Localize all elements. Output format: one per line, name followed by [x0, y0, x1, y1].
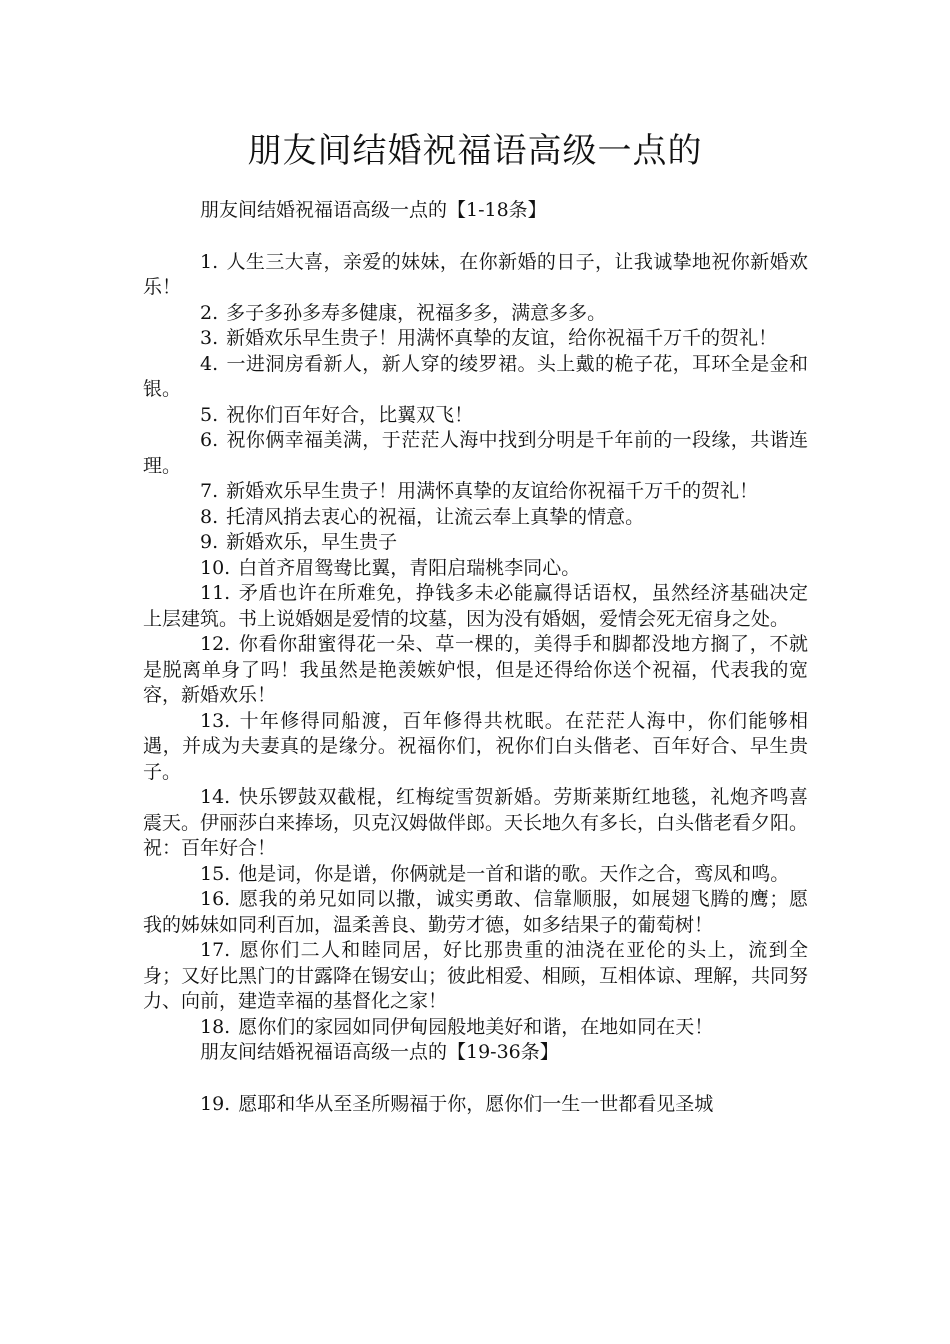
item-text: 祝你俩幸福美满，于茫茫人海中找到分明是千年前的一段缘，共谐连理。 — [143, 429, 808, 477]
list-item — [143, 352, 808, 403]
item-number: 11. — [200, 582, 231, 604]
item-number: 10. — [200, 556, 231, 579]
item-text: 新婚欢乐，早生贵子 — [226, 531, 398, 553]
list-item — [143, 556, 808, 582]
list-item — [143, 887, 808, 938]
item-number: 8. — [200, 505, 219, 528]
item-number: 3. — [200, 327, 219, 349]
item-number: 18. — [200, 1015, 231, 1038]
item-number: 4. — [200, 352, 219, 375]
list-item — [143, 428, 808, 479]
item-text: 白首齐眉鸳鸯比翼，青阳启瑞桃李同心。 — [238, 556, 581, 579]
list-item — [143, 632, 808, 709]
item-text: 快乐锣鼓双截棍，红梅绽雪贺新婚。劳斯莱斯红地毯，礼炮齐鸣喜震天。伊丽莎白来捧场，贝克汉姆做伴郎。天长地久有多长，白头偕老看夕阳。祝：百年好合！ — [143, 786, 809, 859]
list-item — [143, 1015, 808, 1041]
item-text: 人生三大喜，亲爱的妹妹，在你新婚的日子，让我诚挚地祝你新婚欢乐！ — [143, 250, 808, 298]
list-item — [143, 709, 808, 786]
list-item — [143, 530, 808, 556]
item-number: 14. — [200, 786, 231, 808]
item-number: 9. — [200, 531, 219, 553]
item-number: 1. — [200, 250, 219, 273]
item-text: 矛盾也许在所难免，挣钱多未必能赢得话语权，虽然经济基础决定上层建筑。书上说婚姻是爱情的坟墓，因为没有婚姻，爱情会死无宿身之处。 — [143, 582, 808, 630]
item-text: 一进洞房看新人，新人穿的绫罗裙。头上戴的桅子花，耳环全是金和银。 — [143, 352, 808, 400]
item-number: 13. — [200, 709, 231, 732]
section-heading-2: 朋友间结婚祝福语高级一点的【19-36条】 — [200, 1041, 559, 1063]
section-heading-1: 朋友间结婚祝福语高级一点的【1-18条】 — [200, 199, 547, 221]
list-item — [143, 862, 808, 888]
item-text: 祝你们百年好合，比翼双飞！ — [226, 403, 474, 426]
item-number: 16. — [200, 888, 231, 910]
item-number: 5. — [200, 403, 219, 426]
item-text: 托清风捎去衷心的祝福，让流云奉上真挚的情意。 — [226, 505, 645, 528]
list-item — [143, 581, 808, 632]
item-text: 你看你甜蜜得花一朵、草一棵的，美得手和脚都没地方搁了，不就是脱离单身了吗！我虽然是艳羡嫉妒恨，但是还得给你送个祝福，代表我的宽容，新婚欢乐！ — [143, 633, 808, 706]
list-item — [143, 505, 808, 531]
document-body — [143, 198, 808, 1117]
list-item — [143, 250, 808, 301]
blessing-list-2 — [143, 1092, 808, 1118]
list-item — [143, 1092, 808, 1118]
document-title: 朋友间结婚祝福语高级一点的 — [247, 131, 703, 171]
item-number: 19. — [200, 1092, 231, 1115]
item-text: 愿我的弟兄如同以撒，诚实勇敢、信靠顺服，如展翅飞腾的鹰；愿我的姊妹如同利百加，温柔善良、勤劳才德，如多结果子的葡萄树！ — [143, 888, 808, 936]
blessing-list-1 — [143, 250, 808, 1041]
list-item — [143, 326, 808, 352]
list-item — [143, 301, 808, 327]
item-text: 愿耶和华从至圣所赐福于你，愿你们一生一世都看见圣城 — [238, 1092, 714, 1115]
item-number: 2. — [200, 301, 219, 324]
item-text: 新婚欢乐早生贵子！用满怀真挚的友谊给你祝福千万千的贺礼！ — [226, 480, 759, 502]
item-text: 愿你们二人和睦同居，好比那贵重的油浇在亚伦的头上，流到全身；又好比黑门的甘露降在锡安山；彼此相爱、相顾，互相体谅、理解，共同努力、向前，建造幸福的基督化之家！ — [143, 939, 809, 1012]
item-number: 7. — [200, 480, 219, 502]
item-number: 6. — [200, 429, 219, 451]
list-item — [143, 938, 808, 1015]
item-text: 他是词，你是谱，你俩就是一首和谐的歌。天作之合，鸾凤和鸣。 — [238, 862, 790, 885]
item-number: 17. — [200, 939, 231, 961]
item-number: 12. — [200, 633, 231, 655]
item-text: 新婚欢乐早生贵子！用满怀真挚的友谊，给你祝福千万千的贺礼！ — [226, 327, 778, 349]
list-item — [143, 403, 808, 429]
item-text: 多子多孙多寿多健康，祝福多多，满意多多。 — [226, 301, 607, 324]
list-item — [143, 785, 808, 862]
item-number: 15. — [200, 862, 231, 885]
item-text: 愿你们的家园如同伊甸园般地美好和谐，在地如同在天！ — [238, 1015, 714, 1038]
list-item — [143, 479, 808, 505]
item-text: 十年修得同船渡，百年修得共枕眠。在茫茫人海中，你们能够相遇，并成为夫妻真的是缘分。祝福你们，祝你们白头偕老、百年好合、早生贵子。 — [143, 709, 808, 783]
